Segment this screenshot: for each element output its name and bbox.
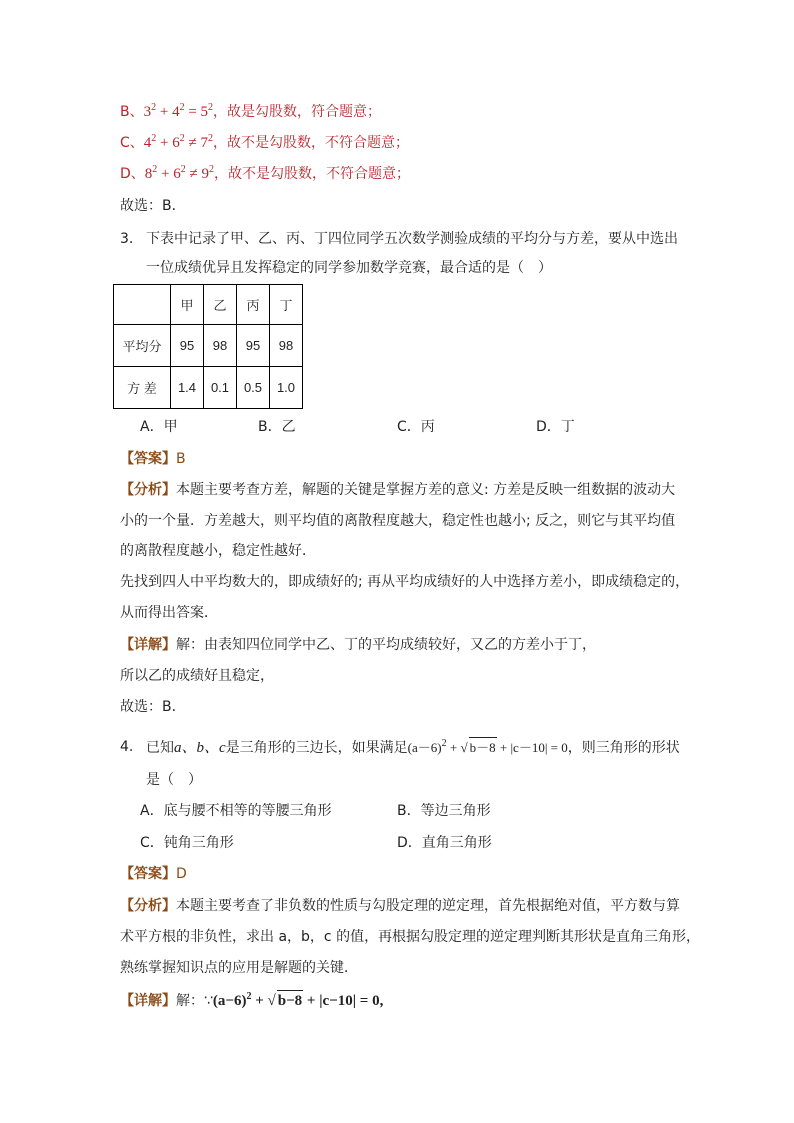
q4-answer: [120, 864, 187, 884]
stem-text: 已知: [146, 740, 174, 756]
q3-analysis-line2: 小的一个量．方差越大，则平均值的离散程度越大，稳定性也越小; 反之，则它与其平均值: [120, 513, 676, 529]
table-cell: 0.1: [204, 367, 237, 409]
analysis-tag: 【分析】: [120, 898, 176, 914]
table-header-cell: 甲: [171, 285, 204, 325]
q4-detail-line1: [120, 990, 383, 1011]
table-cell: 98: [270, 325, 303, 367]
analysis-text: 本题主要考查方差，解题的关键是掌握方差的意义: 方差是反映一组数据的波动大: [176, 482, 676, 498]
detail-text: 解：∵: [176, 993, 213, 1009]
table-cell: [114, 285, 171, 325]
q2-choose: 故选：B．: [120, 198, 186, 214]
table-row-label: 平均分: [114, 325, 171, 367]
q4-number: 4.: [120, 739, 134, 755]
option-b-prefix: B、: [120, 104, 144, 120]
answer-tag: 【答案】: [120, 866, 176, 882]
table-cell: 95: [237, 325, 270, 367]
q3-stem-line2: 一位成绩优异且发挥稳定的同学参加数学竞赛，最合适的是（ ）: [146, 260, 552, 276]
option-d-explanation: [120, 164, 410, 184]
q4-analysis-line1: [120, 896, 680, 916]
q3-choose: 故选：B．: [120, 699, 186, 715]
q3-analysis-line1: [120, 480, 675, 500]
q4-stem-line1: [146, 737, 680, 758]
q4-analysis-line3: 熟练掌握知识点的应用是解题的关键．: [120, 960, 358, 976]
q3-analysis-line5: 从而得出答案．: [120, 605, 218, 621]
q3-option-a: A．甲: [140, 419, 178, 435]
answer-tag: 【答案】: [120, 451, 176, 467]
q4-stem-line2: 是（ ）: [146, 772, 202, 788]
table-cell: 98: [204, 325, 237, 367]
option-d-equation: $8^2 + 6^2 \ne 9^2$: [144, 164, 214, 182]
table-row: [114, 325, 303, 367]
q3-number: 3.: [120, 231, 134, 247]
q4-option-c: C．钝角三角形: [140, 835, 234, 851]
q4-option-a: A．底与腰不相等的等腰三角形: [140, 803, 332, 819]
q3-answer: [120, 449, 186, 469]
q3-option-d: D．丁: [536, 419, 575, 435]
table-header-row: [114, 285, 303, 325]
table-header-cell: 乙: [204, 285, 237, 325]
q3-detail-line2: 所以乙的成绩好且稳定，: [120, 668, 274, 684]
q3-stem-line1: 下表中记录了甲、乙、丙、丁四位同学五次数学测验成绩的平均分与方差，要从中选出: [146, 231, 678, 247]
option-b-text: ，故是勾股数，符合题意；: [213, 104, 382, 120]
option-d-text: ，故不是勾股数，不符合题意；: [213, 166, 410, 182]
option-c-prefix: C、: [120, 135, 144, 151]
table-cell: 1.0: [270, 367, 303, 409]
stem-text: ，则三角形的形状: [567, 740, 680, 756]
table-row-label: 方 差: [114, 367, 171, 409]
option-b-explanation: [120, 102, 381, 122]
table-row: [114, 367, 303, 409]
q4-option-b: B．等边三角形: [397, 803, 491, 819]
q4-analysis-line2: 术平方根的非负性，求出 a，b，c 的值，再根据勾股定理的逆定理判断其形状是直角三角形，: [120, 929, 701, 945]
q3-detail-line1: [120, 635, 596, 655]
option-c-explanation: [120, 133, 409, 153]
option-b-equation: $3^2 + 4^2 = 5^2$: [143, 102, 214, 120]
option-d-prefix: D、: [120, 166, 145, 182]
table-header-cell: 丁: [270, 285, 303, 325]
q3-analysis-line4: 先找到四人中平均数大的，即成绩好的; 再从平均成绩好的人中选择方差小，即成绩稳定的，: [120, 574, 690, 590]
detail-tag: 【详解】: [120, 993, 176, 1009]
stem-equation: $(a-6)^2$ + √ b－8 + |c－10| = 0: [408, 740, 568, 755]
stem-text: 是三角形的三边长，如果满足: [225, 740, 408, 756]
analysis-text: 本题主要考查了非负数的性质与勾股定理的逆定理，首先根据绝对值，平方数与算: [176, 898, 680, 914]
analysis-tag: 【分析】: [120, 482, 176, 498]
option-c-text: ，故不是勾股数，不符合题意；: [212, 135, 409, 151]
score-table: [113, 284, 303, 409]
detail-text: 解：由表知四位同学中乙、丁的平均成绩较好，又乙的方差小于丁，: [176, 637, 596, 653]
q3-option-c: C．丙: [397, 419, 435, 435]
detail-equation: $(a-6)^2$ + √ b−8 + |c−10| = 0,: [212, 991, 384, 1009]
table-header-cell: 丙: [237, 285, 270, 325]
table-cell: 0.5: [237, 367, 270, 409]
table-cell: 1.4: [171, 367, 204, 409]
answer-value: B: [176, 451, 186, 467]
q4-option-d: D．直角三角形: [397, 835, 492, 851]
option-c-equation: $4^2 + 6^2 \ne 7^2$: [143, 133, 213, 151]
detail-tag: 【详解】: [120, 637, 176, 653]
q3-option-b: B．乙: [258, 419, 296, 435]
answer-value: D: [176, 866, 187, 882]
q3-analysis-line3: 的离散程度越小，稳定性越好．: [120, 543, 316, 559]
table-cell: 95: [171, 325, 204, 367]
stem-variables: a、b、c: [174, 740, 226, 756]
